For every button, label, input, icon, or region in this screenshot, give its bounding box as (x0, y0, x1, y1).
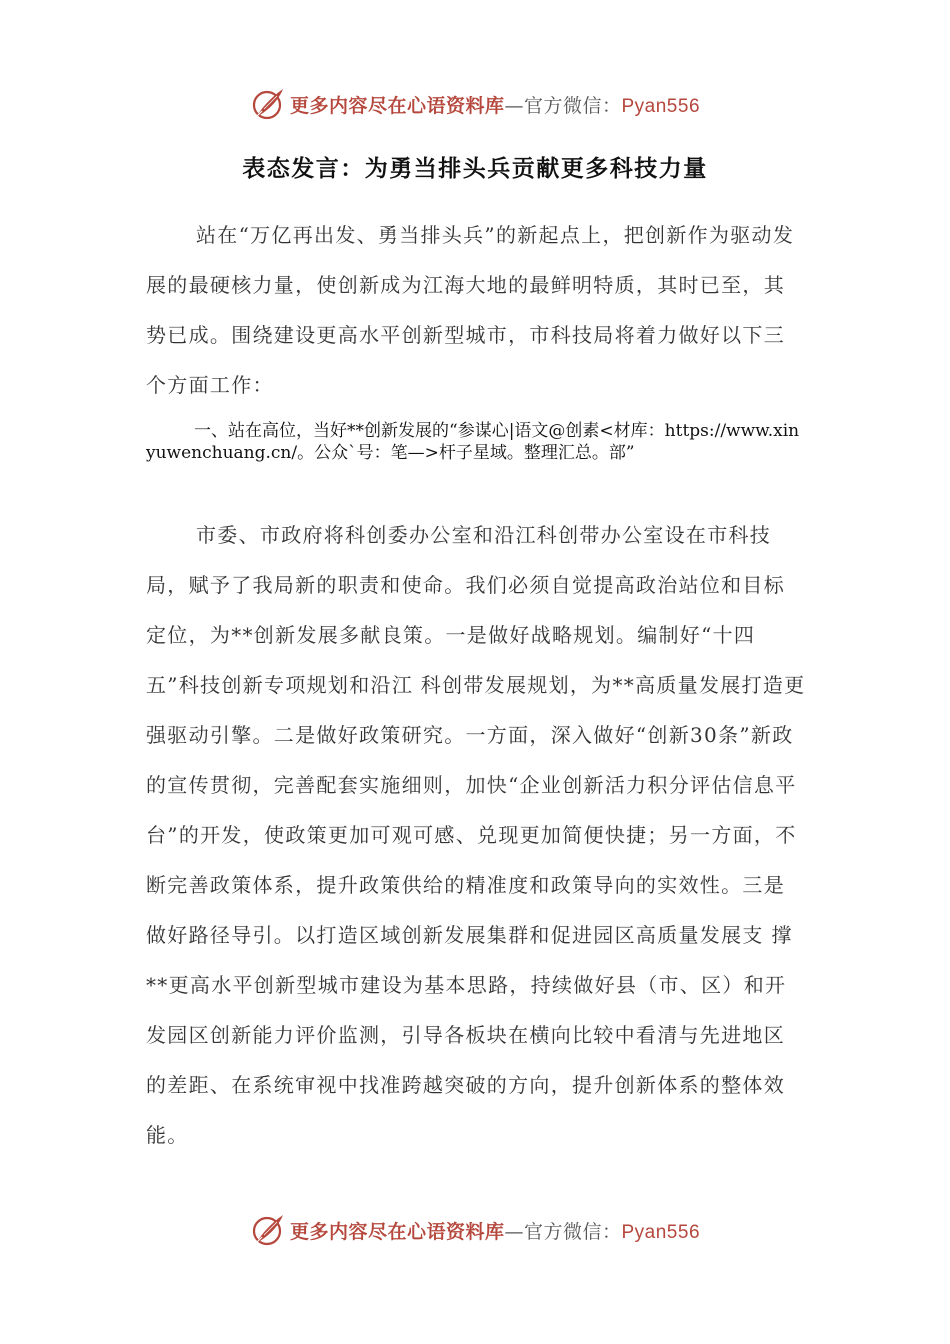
quill-pen-logo-icon (250, 86, 286, 122)
intro-paragraph: 站在“万亿再出发、勇当排头兵”的新起点上，把创新作为驱动发展的最硬核力量，使创新成为江海大地的最鲜明特质，其时已至，其势已成。围绕建设更高水平创新型城市，市科技局将着力做好以下三个方面工作： (146, 223, 795, 397)
watermark-dark-text: —官方微信： (504, 1220, 622, 1243)
watermark-banner-bottom (0, 1210, 950, 1250)
watermark-red-text: 更多内容尽在心语资料库 (289, 94, 505, 117)
watermark-handle: Pyan556 (621, 95, 701, 117)
watermark-text (290, 1217, 700, 1244)
body-paragraph: 市委、市政府将科创委办公室和沿江科创带办公室设在市科技局，赋予了我局新的职责和使命。我们必须自觉提高政治站位和目标定位，为**创新发展多献良策。一是做好战略规划。编制好“十四五”科技创新专项规划和沿江 科创带发展规划，为**高质量发展打造更强驱动引擎。二是做好政策研究。一方面，深入做好“创新30条”新政的宣传贯彻，完善配套实施细则，加快“企业创新活力积分评估信息平台”的开发，使政策更加可观可感、兑现更加简便快捷；另一方面，不断完善政策体系，提升政策供给的精准度和政策导向的实效性。三是做好路径导引。以打造区域创新发展集群和促进园区高质量发展支 撑**更高水平创新型城市建设为基本思路，持续做好县（市、区）和开发园区创新能力评价监测，引导各板块在横向比较中看清与先进地区的差距、在系统审视中找准跨越突破的方向，提升创新体系的整体效能。 (146, 523, 806, 1147)
watermark-text (290, 91, 700, 118)
document-title: 表态发言：为勇当排头兵贡献更多科技力量 (242, 155, 708, 182)
watermark-dark-text: —官方微信： (504, 94, 622, 117)
quill-pen-logo-icon (250, 1212, 286, 1248)
watermark-handle: Pyan556 (621, 1221, 701, 1243)
watermark-red-text: 更多内容尽在心语资料库 (289, 1220, 505, 1243)
watermark-banner-top (0, 84, 950, 124)
section-heading-1: 一、站在高位，当好**创新发展的“参谋心|语文@创素<材库：https://www.xinyuwenchuang.cn/。公众`号：笔—>杆子星域。整理汇总。部” (146, 421, 800, 463)
